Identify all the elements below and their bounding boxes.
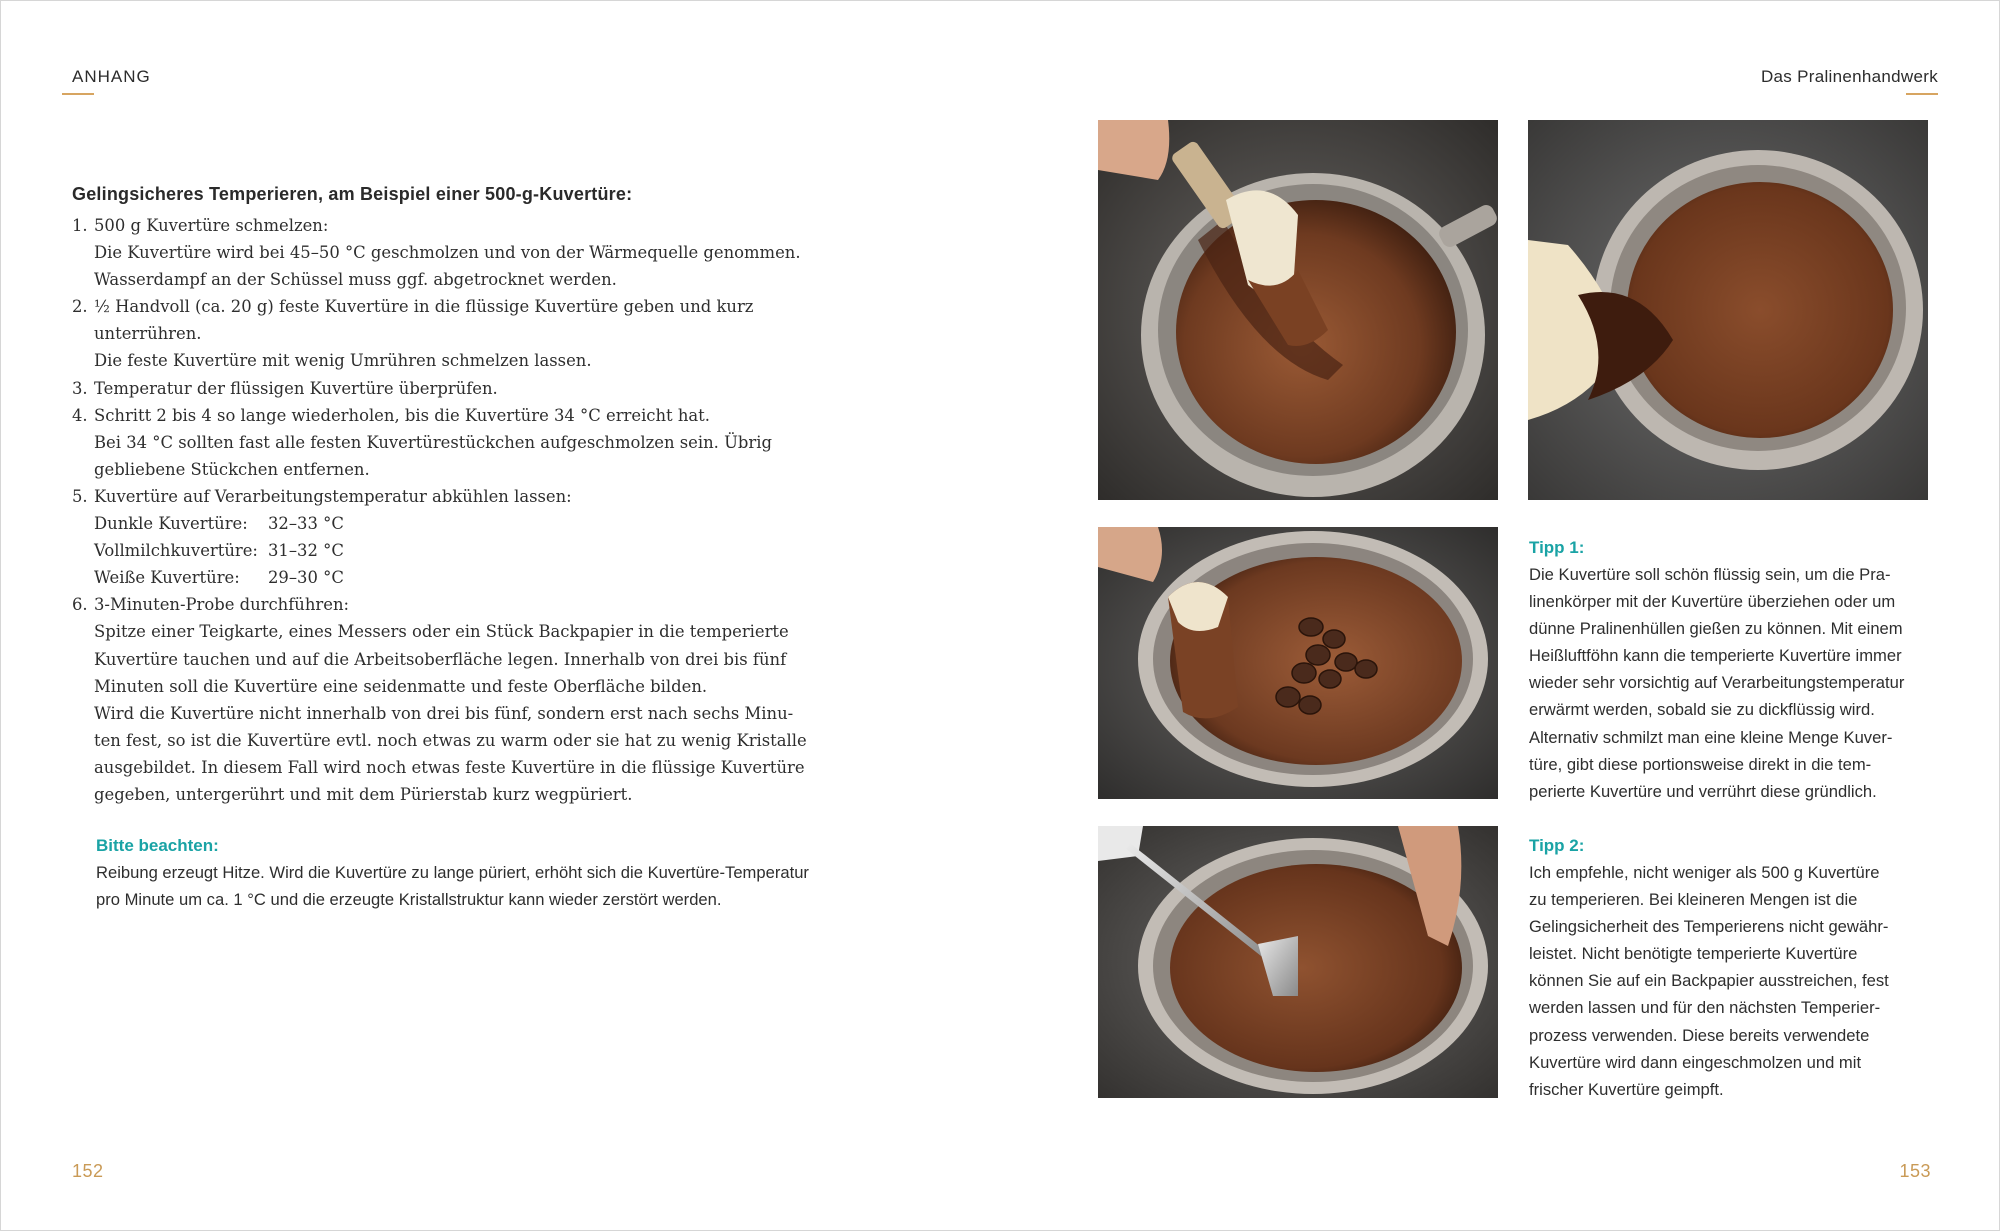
- tip-line: wieder sehr vorsichtig auf Verarbeitungstemperatur: [1529, 673, 1905, 693]
- temperature-value: 31–32 °C: [268, 541, 344, 561]
- step-line: ten fest, so ist die Kuvertüre evtl. noch etwas zu warm oder sie hat zu wenig Kristalle: [94, 730, 807, 750]
- tip-line: türe, gibt diese portionsweise direkt in die tem-: [1529, 754, 1872, 774]
- tip-line: können Sie auf ein Backpapier ausstreichen, fest: [1529, 971, 1889, 991]
- step-line: Minuten soll die Kuvertüre eine seidenmatte und feste Oberfläche bilden.: [94, 676, 708, 696]
- left-page: [1, 1, 1000, 1230]
- temperature-row-white: [94, 564, 892, 591]
- step-line: Die Kuvertüre wird bei 45–50 °C geschmolzen und von der Wärmequelle genommen.: [94, 243, 801, 263]
- step-line: Kuvertüre auf Verarbeitungstemperatur abkühlen lassen:: [94, 486, 572, 506]
- tempering-instructions: [72, 181, 892, 808]
- step-line: Die feste Kuvertüre mit wenig Umrühren schmelzen lassen.: [94, 351, 592, 371]
- tip-line: linenkörper mit der Kuvertüre überziehen oder um: [1529, 592, 1896, 612]
- step-line: Spitze einer Teigkarte, eines Messers oder ein Stück Backpapier in die temperierte: [94, 622, 789, 642]
- tip-text: [1529, 561, 1949, 805]
- step-number: 4.: [72, 405, 88, 425]
- tip-line: frischer Kuvertüre geimpft.: [1529, 1079, 1724, 1099]
- note-title: Bitte beachten:: [96, 836, 219, 855]
- header-rule-left: [62, 93, 94, 95]
- running-head-right: Das Pralinenhandwerk: [1760, 67, 1938, 86]
- temperature-label: Vollmilchkuvertüre:: [94, 541, 258, 561]
- steps-list: [72, 212, 892, 808]
- step-6: [72, 591, 892, 808]
- note-box: [96, 832, 916, 913]
- step-number: 2.: [72, 297, 88, 317]
- tip-line: zu temperieren. Bei kleineren Mengen ist die: [1529, 890, 1858, 910]
- step-number: 1.: [72, 216, 88, 235]
- step-line: Wasserdampf an der Schüssel muss ggf. abgetrocknet werden.: [94, 270, 617, 290]
- temperature-row-dark: [94, 510, 892, 537]
- tip-title: Tipp 2:: [1529, 836, 1585, 855]
- step-3: [72, 375, 892, 402]
- tip-line: Heißluftföhn kann die temperierte Kuvertüre immer: [1529, 646, 1902, 666]
- header-rule-right: [1906, 93, 1938, 95]
- tip-line: Kuvertüre wird dann eingeschmolzen und mit: [1529, 1052, 1862, 1072]
- step-line: Bei 34 °C sollten fast alle festen Kuvertürestückchen aufgeschmolzen sein. Übrig: [94, 432, 772, 452]
- tip-line: Alternativ schmilzt man eine kleine Menge Kuver-: [1529, 727, 1893, 747]
- step-number: 3.: [72, 378, 88, 398]
- step-line: ausgebildet. In diesem Fall wird noch etwas feste Kuvertüre in die flüssige Kuvertüre: [94, 757, 805, 777]
- step-number: 5.: [72, 486, 88, 506]
- step-line: 3-Minuten-Probe durchführen:: [94, 595, 350, 615]
- note-text: [96, 859, 916, 913]
- step-1: [72, 212, 892, 293]
- tip-line: dünne Pralinenhüllen gießen zu können. Mit einem: [1529, 619, 1903, 639]
- instructions-heading: Gelingsicheres Temperieren, am Beispiel einer 500-g-Kuvertüre:: [72, 184, 633, 204]
- note-line: pro Minute um ca. 1 °C und die erzeugte Kristallstruktur kann wieder zerstört werden.: [96, 890, 722, 910]
- tip-title: Tipp 1:: [1529, 538, 1585, 557]
- step-5: [72, 483, 892, 591]
- temperature-label: Weiße Kuvertüre:: [94, 568, 240, 588]
- photo-spatula-test-coating: [1528, 120, 1928, 500]
- temperature-label: Dunkle Kuvertüre:: [94, 514, 248, 534]
- step-line: Kuvertüre tauchen und auf die Arbeitsoberfläche legen. Innerhalb von drei bis fünf: [94, 649, 787, 669]
- step-line: gegeben, untergerührt und mit dem Pürierstab kurz wegpüriert.: [94, 784, 633, 804]
- temperature-value: 32–33 °C: [268, 514, 344, 534]
- step-line: Temperatur der flüssigen Kuvertüre überprüfen.: [94, 378, 498, 398]
- photo-adding-chocolate-drops: [1098, 527, 1498, 799]
- step-line: gebliebene Stückchen entfernen.: [94, 459, 370, 479]
- page-number-left: 152: [72, 1161, 104, 1181]
- note-line: Reibung erzeugt Hitze. Wird die Kuvertüre zu lange püriert, erhöht sich die Kuvertüre-Temperatur: [96, 863, 809, 882]
- tip-line: leistet. Nicht benötigte temperierte Kuvertüre: [1529, 944, 1858, 964]
- photo-immersion-blender: [1098, 826, 1498, 1098]
- tip-1: [1529, 534, 1949, 805]
- step-number: 6.: [72, 595, 88, 615]
- running-head-left: ANHANG: [72, 67, 151, 86]
- tip-line: perierte Kuvertüre und verrührt diese gründlich.: [1529, 781, 1877, 801]
- tip-2: [1529, 832, 1949, 1103]
- step-4: [72, 402, 892, 483]
- tip-text: [1529, 859, 1949, 1103]
- right-page: [1000, 1, 1999, 1230]
- page-number-right: 153: [1899, 1161, 1931, 1181]
- tip-line: erwärmt werden, sobald sie zu dickflüssig wird.: [1529, 700, 1875, 720]
- step-2: [72, 293, 892, 374]
- tip-line: prozess verwenden. Diese bereits verwendete: [1529, 1025, 1870, 1045]
- step-line: 500 g Kuvertüre schmelzen:: [94, 216, 329, 235]
- photo-spatula-lifting-chocolate: [1098, 120, 1498, 500]
- tip-line: Die Kuvertüre soll schön flüssig sein, um die Pra-: [1529, 565, 1891, 584]
- step-line: Schritt 2 bis 4 so lange wiederholen, bis die Kuvertüre 34 °C erreicht hat.: [94, 405, 710, 425]
- tip-line: Ich empfehle, nicht weniger als 500 g Kuvertüre: [1529, 863, 1880, 882]
- temperature-value: 29–30 °C: [268, 568, 344, 588]
- temperature-row-milk: [94, 537, 892, 564]
- step-line: Wird die Kuvertüre nicht innerhalb von drei bis fünf, sondern erst nach sechs Minu-: [94, 703, 794, 723]
- step-line: unterrühren.: [94, 324, 202, 344]
- tip-line: Gelingsicherheit des Temperierens nicht gewähr-: [1529, 917, 1889, 937]
- tip-line: werden lassen und für den nächsten Temperier-: [1529, 998, 1881, 1018]
- step-line: ½ Handvoll (ca. 20 g) feste Kuvertüre in die flüssige Kuvertüre geben und kurz: [94, 297, 754, 317]
